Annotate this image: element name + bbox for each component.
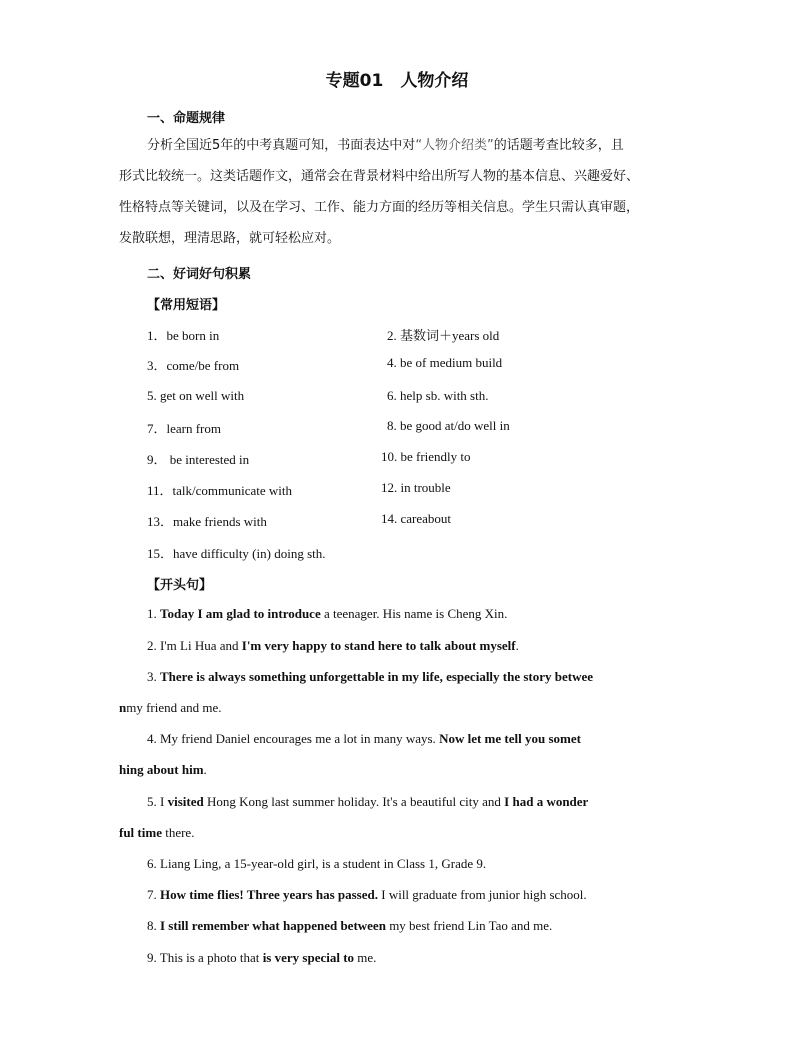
openers-label: 【开头句】 [147, 578, 213, 593]
phrase-item: 9． be interested in [147, 452, 250, 467]
opening-sentence-2: 2. I'm Li Hua and I'm very happy to stand here to talk about myself. [147, 638, 519, 653]
phrase-item: 12. in trouble [381, 480, 451, 495]
phrase-item: 5. get on well with [147, 388, 245, 403]
phrase-item: 7．learn from [147, 421, 222, 436]
phrase-item: 11．talk/communicate with [147, 483, 293, 498]
opening-sentence-7: 7. How time flies! Three years has passed. I will graduate from junior high school. [147, 887, 587, 902]
phrase-item: 2. 基数词＋years old [387, 328, 500, 343]
opening-sentence-4-cont: hing about him. [119, 762, 207, 777]
phrase-item: 8. be good at/do well in [387, 418, 510, 433]
opening-sentence-1: 1. Today I am glad to introduce a teenager. His name is Cheng Xin. [147, 606, 508, 621]
phrase-item: 4. be of medium build [387, 355, 503, 370]
page-title: 专题01 人物介绍 [325, 71, 469, 91]
section-heading-phrases: 二、好词好句积累 [147, 267, 252, 282]
opening-sentence-5-cont: ful time there. [119, 825, 195, 840]
opening-sentence-9: 9. This is a photo that is very special to me. [147, 950, 377, 965]
phrase-item: 3．come/be from [147, 358, 240, 373]
opening-sentence-4: 4. My friend Daniel encourages me a lot in many ways. Now let me tell you somet [147, 731, 581, 746]
opening-sentence-6: 6. Liang Ling, a 15-year-old girl, is a student in Class 1, Grade 9. [147, 856, 487, 871]
paragraph-line-2: 形式比较统一。这类话题作文，通常会在背景材料中给出所写人物的基本信息、兴趣爱好、 [119, 169, 640, 184]
paragraph-line-3: 性格特点等关键词，以及在学习、工作、能力方面的经历等相关信息。学生只需认真审题， [119, 200, 640, 215]
opening-sentence-5: 5. I visited Hong Kong last summer holiday. It's a beautiful city and I had a wonder [147, 794, 589, 809]
phrase-item: 15．have difficulty (in) doing sth. [147, 546, 326, 561]
section-heading-rules: 一、命题规律 [147, 111, 226, 126]
opening-sentence-3: 3. There is always something unforgettable in my life, especially the story betwee [147, 669, 594, 684]
opening-sentence-3-cont: nmy friend and me. [119, 700, 222, 715]
phrase-item: 1．be born in [147, 328, 220, 343]
phrase-item: 6. help sb. with sth. [387, 388, 489, 403]
opening-sentence-8: 8. I still remember what happened between my best friend Lin Tao and me. [147, 918, 553, 933]
phrase-item: 13．make friends with [147, 514, 267, 529]
phrase-item: 14. careabout [381, 511, 452, 526]
paragraph-line-1: 分析全国近5年的中考真题可知，书面表达中对“人物介绍类”的话题考查比较多，且 [147, 138, 624, 153]
phrase-item: 10. be friendly to [381, 449, 471, 464]
phrases-label: 【常用短语】 [147, 298, 226, 313]
rules-paragraph [119, 130, 679, 254]
paragraph-line-4: 发散联想，理清思路，就可轻松应对。 [119, 231, 341, 246]
